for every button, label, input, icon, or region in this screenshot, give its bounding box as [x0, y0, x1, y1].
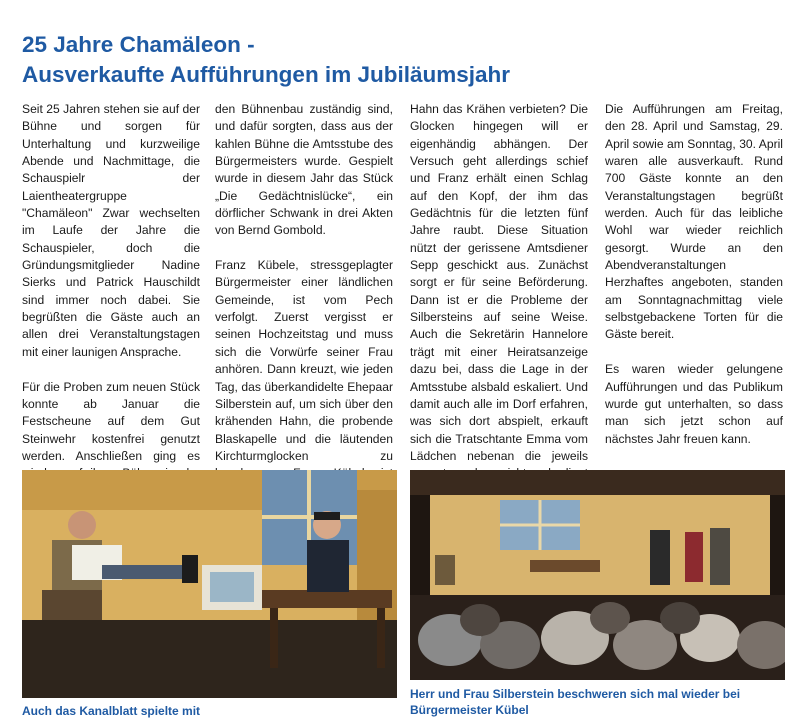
- photo-caption-2: Herr und Frau Silberstein beschweren sich mal wieder bei Bürgermeister Kübel: [410, 687, 741, 717]
- paragraph: Hahn das Krähen verbieten? Die Glocken hingegen will er eigenhändig abhängen. Der Versuch geht allerdings schief und Franz erhält einen Schlag auf den Kopf, der ihm das Gedächtnis für die letzten fünf Jahre raubt. Diese Situation nützt der gerissene Amtsdiener Sepp geschickt aus. Zunächst sorgt er für seine Beförderung. Dann ist er die Probleme der Silbersteins auf seine Weise. Auch die Sekretärin Hannelore trägt mit einer Heiratsanzeige dazu bei, dass die Lage in der Amtsstube alsbald eskaliert. Und damit auch alle im Dorf erfahren, was sich dort abspielt, erkauft sich die Tratschtante Emma vom Lädchen nebenan die jeweils: [410, 102, 588, 463]
- paragraph: Franz Kübele, stressgeplagter Bürgermeister einer ländlichen Gemeinde, ist vom Pech verfolgt. Zuerst vergisst er seinen Hochzeitstag und muss sich die Vorwürfe seiner Frau anhören. Dann kreuzt, wie jeden Tag, das überkandidelte Ehepaar Silberstein auf, um sich über den krähenden Hahn, die probende Blaskapelle und die läutenden Kirchturmglocken zu: [215, 258, 393, 463]
- paragraph: Die Aufführungen am Freitag, den 28. April und Samstag, 29. April sowie am Sonntag, 30. April waren alle ausverkauft. Rund 700 Gäste konnte an den Veranstaltungstagen begrüßt werden. Auch für das leibliche Wohl war wieder reichlich gesorgt. Wurde an den Abendveranstaltungen Herzhaftes angeboten, standen am Sonntagnachmittag viele selbstgebackene Torten für die Gäste bereit.: [605, 102, 783, 342]
- text-column-3: [410, 101, 588, 517]
- stage-photo-newspaper: [22, 470, 397, 698]
- title-line-2: Ausverkaufte Aufführungen im Jubiläumsjahr: [22, 62, 510, 87]
- article-title: [22, 30, 782, 90]
- photo-caption-1: Auch das Kanalblatt spielte mit: [22, 704, 201, 718]
- paragraph: den Bühnenbau zuständig sind, und dafür sorgten, dass aus der kahlen Bühne die Amtsstube des Bürgermeisters wurde. Gespielt wurde in diesem Jahr das Stück „Die Gedächtnislücke“, ein dörflicher Schwank in drei Akten von Bernd Gombold.: [215, 102, 393, 238]
- text-column-4: [605, 101, 783, 448]
- paragraph: Es waren wieder gelungene Aufführungen und das Publikum wurde gut unterhalten, so dass man sich jetzt schon auf nächstes Jahr freuen kann.: [605, 362, 783, 446]
- title-line-1: 25 Jahre Chamäleon -: [22, 32, 255, 57]
- text-column-2: [215, 101, 393, 517]
- paragraph: Seit 25 Jahren stehen sie auf der Bühne und sorgen für Unterhaltung und kurzweilige Abende und Nachmittage, die Schauspielr der Laientheatergruppe "Chamäleon" Zwar wechselten im Laufe der Jahre die Schauspieler, doch die Gründungsmitglieder Nadine Sierks und Patrick Hauschildt sind immer noch dabei. Sie begrüßten die Gäste auch an allen drei Veranstaltungstagen mit einer launigen Ansprache.: [22, 102, 200, 359]
- stage-photo-audience: [410, 470, 785, 680]
- paragraph: Für die Proben zum neuen Stück konnte ab Januar die Festscheune auf dem Gut Steinwehr kostenfrei genutzt werden. Anschließen ging es: [22, 379, 200, 463]
